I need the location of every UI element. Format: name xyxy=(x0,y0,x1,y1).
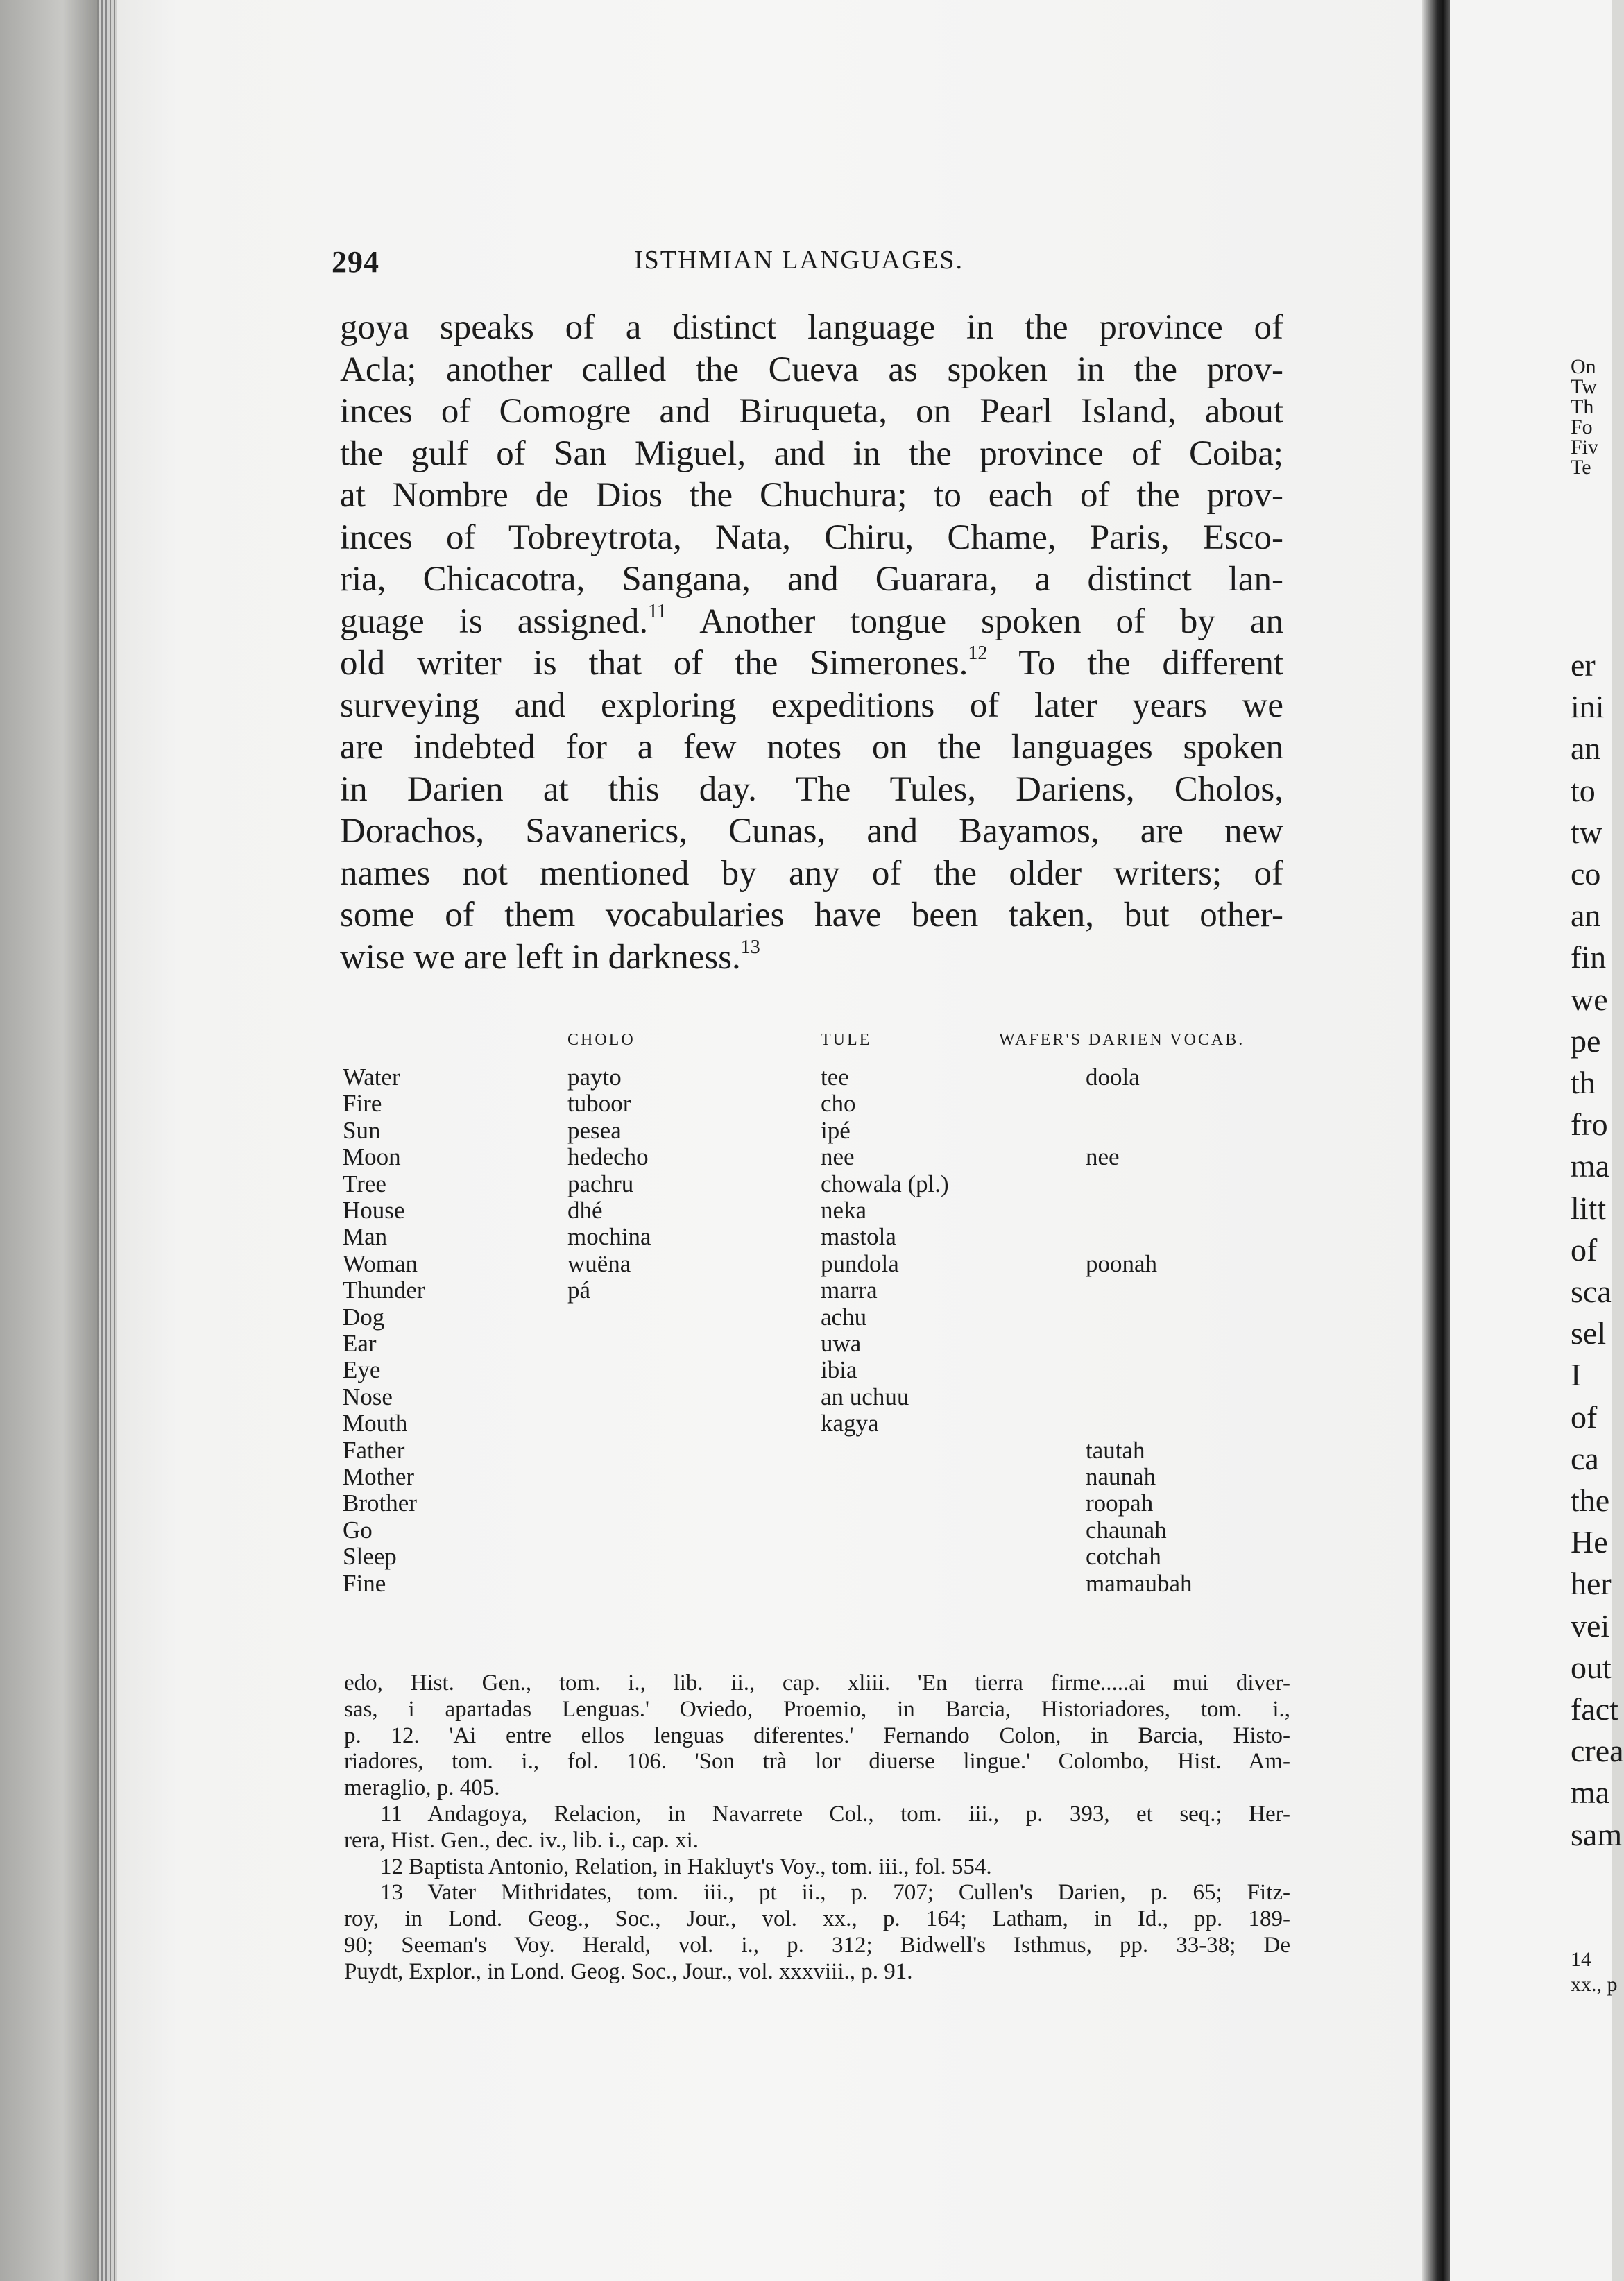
facing-line: I xyxy=(1571,1357,1582,1393)
vocab-tule: pundola xyxy=(821,1249,899,1277)
facing-line: out xyxy=(1571,1649,1612,1685)
facing-line: er xyxy=(1571,647,1596,683)
vocab-english: Ear xyxy=(343,1330,377,1357)
facing-line: th xyxy=(1571,1065,1596,1100)
body-line: the gulf of San Miguel, and in the province of Coiba; xyxy=(340,434,1283,473)
vocab-english: Fine xyxy=(343,1569,386,1597)
vocab-row xyxy=(343,1357,1314,1383)
column-header-cholo: CHOLO xyxy=(567,1031,635,1049)
vocab-cholo: hedecho xyxy=(567,1143,649,1171)
vocab-english: Man xyxy=(343,1223,388,1251)
facing-line: ma xyxy=(1571,1775,1610,1811)
vocab-cholo: pachru xyxy=(567,1170,634,1197)
body-line: inces of Comogre and Biruqueta, on Pearl Island, about xyxy=(340,392,1283,431)
facing-line: ini xyxy=(1571,689,1605,725)
footnote-13: 13 Vater Mithridates, tom. iii., pt ii., p. 707; Cullen's Darien, p. 65; Fitz- xyxy=(380,1880,1290,1906)
book-gutter xyxy=(1422,0,1450,2281)
facing-line: Th xyxy=(1571,395,1594,418)
facing-line: He xyxy=(1571,1524,1608,1560)
vocab-cholo: wuëna xyxy=(567,1249,631,1277)
facing-line: Fiv xyxy=(1571,436,1599,459)
body-line: at Nombre de Dios the Chuchura; to each of the prov- xyxy=(340,476,1283,515)
vocab-cholo: dhé xyxy=(567,1197,603,1224)
vocab-row xyxy=(343,1571,1314,1597)
vocab-row xyxy=(343,1091,1314,1117)
vocab-english: Eye xyxy=(343,1356,381,1384)
vocab-wafer: naunah xyxy=(1086,1463,1156,1490)
facing-line: Te xyxy=(1571,456,1591,479)
vocab-english: Water xyxy=(343,1063,400,1091)
column-header-wafer: WAFER'S DARIEN VOCAB. xyxy=(999,1031,1245,1049)
body-line: inces of Tobreytrota, Nata, Chiru, Chame, Paris, Esco- xyxy=(340,518,1283,557)
facing-line: sel xyxy=(1571,1315,1607,1351)
body-line: wise we are left in darkness.$^{13}$ xyxy=(340,936,760,977)
previous-pages-edge xyxy=(0,0,104,2281)
facing-line: of xyxy=(1571,1231,1598,1267)
footnote-ref-13[interactable]: 13 xyxy=(740,936,760,958)
vocab-english: House xyxy=(343,1197,405,1224)
vocab-wafer: poonah xyxy=(1086,1249,1158,1277)
facing-line: ma xyxy=(1571,1148,1610,1184)
vocab-wafer: cotchah xyxy=(1086,1543,1161,1571)
body-line: in Darien at this day. The Tules, Dariens, Cholos, xyxy=(340,769,1283,809)
facing-line: pe xyxy=(1571,1023,1601,1059)
facing-line: Fo xyxy=(1571,416,1593,438)
vocab-tule: cho xyxy=(821,1090,856,1118)
body-paragraph xyxy=(340,307,1283,978)
vocab-cholo: mochina xyxy=(567,1223,651,1251)
footnote-line: p. 12. 'Ai entre ellos lenguas diferentes.' Fernando Colon, in Barcia, Histo- xyxy=(344,1723,1290,1748)
vocab-english: Sleep xyxy=(343,1543,397,1571)
vocab-wafer: roopah xyxy=(1086,1489,1154,1517)
column-header-tule: TULE xyxy=(821,1031,872,1049)
facing-line: co xyxy=(1571,856,1601,891)
footnote-ref-12[interactable]: 12 xyxy=(968,642,988,664)
facing-footnote-line: xx., p xyxy=(1571,1973,1618,1996)
footnote-line: roy, in Lond. Geog., Soc., Jour., vol. xx., p. 164; Latham, in Id., pp. 189- xyxy=(344,1906,1290,1932)
footnote-11: 11 Andagoya, Relacion, in Navarrete Col., tom. iii., p. 393, et seq.; Her- xyxy=(380,1801,1290,1827)
vocab-row xyxy=(343,1224,1314,1250)
facing-line: sca xyxy=(1571,1274,1612,1309)
vocab-english: Nose xyxy=(343,1383,393,1410)
vocab-tule: kagya xyxy=(821,1410,879,1437)
facing-line: fact xyxy=(1571,1691,1618,1727)
vocab-row xyxy=(343,1251,1314,1277)
facing-line: the xyxy=(1571,1483,1610,1518)
vocab-english: Thunder xyxy=(343,1276,425,1304)
footnote-line: edo, Hist. Gen., tom. i., lib. ii., cap. xliii. 'En tierra firme.....ai mui diver- xyxy=(344,1671,1290,1695)
facing-line: of xyxy=(1571,1399,1598,1435)
vocab-english: Go xyxy=(343,1516,373,1544)
vocab-english: Father xyxy=(343,1436,405,1464)
page-number: 294 xyxy=(332,245,379,279)
vocab-tule: ibia xyxy=(821,1356,857,1384)
body-line: are indebted for a few notes on the languages spoken xyxy=(340,728,1283,767)
vocab-tule: uwa xyxy=(821,1330,862,1357)
facing-line: litt xyxy=(1571,1190,1607,1226)
vocab-english: Dog xyxy=(343,1303,385,1331)
vocab-row xyxy=(343,1410,1314,1437)
vocab-tule: ipé xyxy=(821,1116,851,1144)
footnote-line: riadores, tom. i., fol. 106. 'Son trà lor diuerse lingue.' Colombo, Hist. Am- xyxy=(344,1749,1290,1775)
vocab-english: Mouth xyxy=(343,1410,408,1437)
vocab-tule: mastola xyxy=(821,1223,896,1251)
footnote-line: 90; Seeman's Voy. Herald, vol. i., p. 312; Bidwell's Isthmus, pp. 33-38; De xyxy=(344,1932,1290,1958)
vocab-wafer: chaunah xyxy=(1086,1516,1167,1544)
vocab-english: Woman xyxy=(343,1249,418,1277)
body-line: goya speaks of a distinct language in the province of xyxy=(340,308,1283,347)
body-line: some of them vocabularies have been taken, but other- xyxy=(340,896,1283,934)
facing-line: an xyxy=(1571,731,1601,767)
vocab-row xyxy=(343,1517,1314,1544)
facing-line: vei xyxy=(1571,1607,1610,1643)
footnotes xyxy=(344,1671,1290,1985)
vocab-wafer: nee xyxy=(1086,1143,1120,1171)
vocab-english: Mother xyxy=(343,1463,415,1490)
facing-line: her xyxy=(1571,1566,1612,1602)
facing-line: crea xyxy=(1571,1733,1624,1769)
vocab-tule: neka xyxy=(821,1197,867,1224)
footnote-ref-11[interactable]: 11 xyxy=(648,600,667,622)
body-line: guage is assigned.$^{11}$ Another tongue spoken of by an xyxy=(340,600,1283,641)
vocab-row xyxy=(343,1384,1314,1410)
facing-line: fro xyxy=(1571,1107,1608,1143)
body-line: old writer is that of the Simerones.$^{12}$ To the different xyxy=(340,642,1283,683)
vocab-cholo: tuboor xyxy=(567,1090,631,1118)
vocab-cholo: pesea xyxy=(567,1116,622,1144)
facing-line: we xyxy=(1571,981,1608,1017)
vocab-row xyxy=(343,1437,1314,1464)
vocab-cholo: pá xyxy=(567,1276,591,1304)
vocab-row xyxy=(343,1197,1314,1224)
vocab-cholo: payto xyxy=(567,1063,622,1091)
footnote-line: sas, i apartadas Lenguas.' Oviedo, Proemio, in Barcia, Historiadores, tom. i., xyxy=(344,1696,1290,1722)
vocab-tule: achu xyxy=(821,1303,867,1331)
vocab-row xyxy=(343,1118,1314,1144)
vocab-tule: tee xyxy=(821,1063,849,1091)
vocab-row xyxy=(343,1490,1314,1517)
facing-line: sam xyxy=(1571,1816,1623,1852)
facing-footnote-line: 14 xyxy=(1571,1948,1591,1971)
vocab-row xyxy=(343,1171,1314,1197)
facing-line: to xyxy=(1571,772,1596,808)
vocab-row xyxy=(343,1064,1314,1091)
vocab-english: Brother xyxy=(343,1489,417,1517)
facing-line: tw xyxy=(1571,814,1602,850)
running-head: ISTHMIAN LANGUAGES. xyxy=(634,246,964,275)
facing-line: Tw xyxy=(1571,375,1597,398)
vocab-tule: nee xyxy=(821,1143,855,1171)
vocab-row xyxy=(343,1464,1314,1490)
vocab-wafer: tautah xyxy=(1086,1436,1145,1464)
vocab-tule: chowala (pl.) xyxy=(821,1170,949,1197)
vocab-english: Fire xyxy=(343,1090,382,1118)
vocab-row xyxy=(343,1144,1314,1170)
footnote-line: meraglio, p. 405. xyxy=(344,1775,500,1801)
facing-line: ca xyxy=(1571,1440,1599,1476)
vocab-row xyxy=(343,1277,1314,1304)
vocab-row xyxy=(343,1331,1314,1357)
page-stack-edge xyxy=(97,0,117,2281)
footnote-line: rera, Hist. Gen., dec. iv., lib. i., cap. xi. xyxy=(344,1827,699,1853)
facing-line: an xyxy=(1571,898,1601,934)
vocab-tule: marra xyxy=(821,1276,878,1304)
footnote-12: 12 Baptista Antonio, Relation, in Hakluyt's Voy., tom. iii., fol. 554. xyxy=(380,1854,992,1879)
vocab-english: Moon xyxy=(343,1143,401,1171)
facing-line: fin xyxy=(1571,939,1607,975)
vocab-tule: an uchuu xyxy=(821,1383,909,1410)
body-line: ria, Chicacotra, Sangana, and Guarara, a distinct lan- xyxy=(340,560,1283,599)
footnote-line: Puydt, Explor., in Lond. Geog. Soc., Jour., vol. xxxviii., p. 91. xyxy=(344,1958,913,1984)
vocab-row xyxy=(343,1304,1314,1331)
vocab-row xyxy=(343,1544,1314,1570)
body-line: names not mentioned by any of the older writers; of xyxy=(340,853,1283,893)
vocab-english: Tree xyxy=(343,1170,386,1197)
body-line: surveying and exploring expeditions of later years we xyxy=(340,685,1283,725)
body-line: Dorachos, Savanerics, Cunas, and Bayamos, are new xyxy=(340,812,1283,851)
facing-line: On xyxy=(1571,355,1596,378)
vocab-wafer: mamaubah xyxy=(1086,1569,1193,1597)
vocab-english: Sun xyxy=(343,1116,381,1144)
body-line: Acla; another called the Cueva as spoken in the prov- xyxy=(340,350,1283,389)
vocab-wafer: doola xyxy=(1086,1063,1140,1091)
